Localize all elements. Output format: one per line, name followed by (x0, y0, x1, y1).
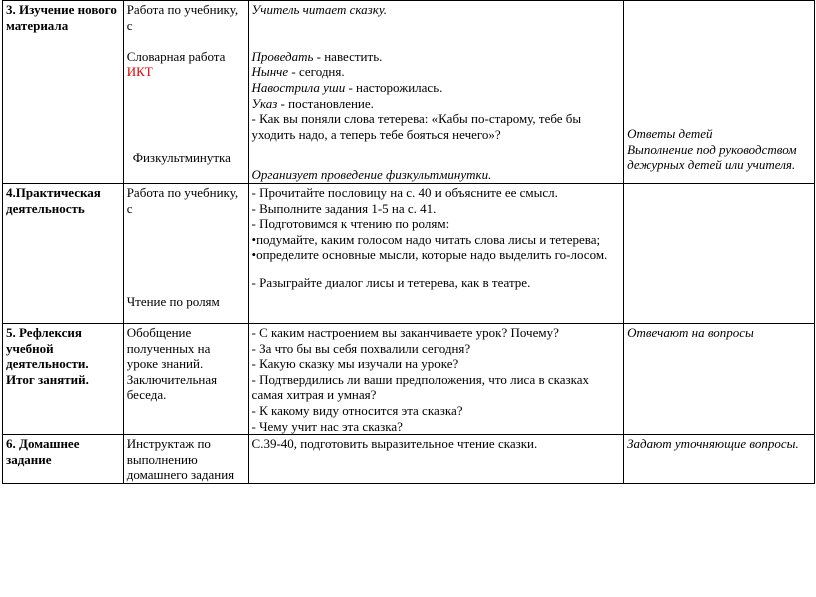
stage-cell (3, 1, 124, 184)
vocab-item: Нынче - сегодня. (251, 64, 345, 80)
lesson-plan-table (2, 0, 815, 484)
teacher-line: - Подтвердились ли ваши предположения, что лиса в сказках самая хитрая и умная? (251, 371, 590, 403)
teacher-question: - Как вы поняли слова тетерева: «Кабы по-старому, тебе бы уходить надо, а теперь тебе бояться нечего»? (251, 111, 582, 142)
table-row (3, 183, 815, 323)
work-form-cell (123, 183, 248, 323)
work-form-text: Обобщение полученных на уроке знаний. Заключительная беседа. (126, 324, 218, 403)
teacher-line: - Подготовимся к чтению по ролям: (251, 216, 450, 232)
work-form-line: Чтение по ролям (126, 294, 220, 310)
stage-cell (3, 323, 124, 434)
work-form-cell (123, 435, 248, 484)
teacher-line: - Разыграйте диалог лисы и тетерева, как в театре. (251, 274, 531, 290)
student-activity: Отвечают на вопросы (627, 324, 754, 340)
work-form-line: Работа по учебнику, с (126, 2, 239, 33)
student-activity-cell (624, 183, 815, 323)
work-form-line: Словарная работа (126, 48, 226, 64)
work-form-line: Физкультминутка (132, 149, 231, 165)
vocab-item: Навострила уши - насторожилась. (251, 79, 443, 95)
stage-label: 6. Домашнее задание (6, 436, 80, 467)
stage-label: 3. Изучение нового материала (6, 2, 117, 33)
work-form-cell (123, 1, 248, 184)
table-row (3, 1, 815, 184)
teacher-activity-cell (248, 323, 624, 434)
teacher-line: - За что бы вы себя похвалили сегодня? (251, 340, 471, 356)
vocab-item: Указ - постановление. (251, 95, 374, 111)
teacher-line: - Прочитайте пословицу на с. 40 и объясните ее смысл. (251, 184, 558, 200)
student-activity-cell (624, 435, 815, 484)
teacher-exercise: Организует проведение физкультминутки. (251, 167, 492, 183)
teacher-line: - Какую сказку мы изучали на уроке? (251, 356, 459, 372)
teacher-line: - Выполните задания 1-5 на с. 41. (251, 200, 437, 216)
teacher-line: •определите основные мысли, которые надо выделить го-лосом. (251, 247, 608, 263)
teacher-intro: Учитель читает сказку. (251, 2, 388, 17)
teacher-line: - С каким настроением вы заканчиваете урок? Почему? (251, 324, 559, 340)
student-activity: Задают уточняющие вопросы. (627, 436, 799, 452)
teacher-line: - Чему учит нас эта сказка? (251, 418, 403, 434)
teacher-line: С.39-40, подготовить выразительное чтение сказки. (251, 436, 538, 452)
teacher-activity-cell (248, 1, 624, 184)
ikt-label: ИКТ (126, 64, 153, 80)
student-activity-cell (624, 323, 815, 434)
student-activity: Ответы детей Выполнение под руководством дежурных детей или учителя. (627, 126, 797, 173)
vocab-item: Проведать - навестить. (251, 48, 383, 64)
work-form-cell (123, 323, 248, 434)
student-activity-cell (624, 1, 815, 184)
teacher-line: •подумайте, каким голосом надо читать слова лисы и тетерева; (251, 231, 601, 247)
table-row (3, 435, 815, 484)
table-row (3, 323, 815, 434)
stage-cell (3, 183, 124, 323)
stage-cell (3, 435, 124, 484)
teacher-activity-cell (248, 435, 624, 484)
work-form-line: Работа по учебнику, с (126, 184, 239, 216)
work-form-text: Инструктаж по выполнению домашнего задания (126, 436, 235, 483)
stage-label: 5. Рефлексия учебной деятельности. Итог занятий. (6, 324, 89, 387)
teacher-activity-cell (248, 183, 624, 323)
stage-label: 4.Практическая деятельность (6, 184, 101, 216)
teacher-line: - К какому виду относится эта сказка? (251, 402, 463, 418)
